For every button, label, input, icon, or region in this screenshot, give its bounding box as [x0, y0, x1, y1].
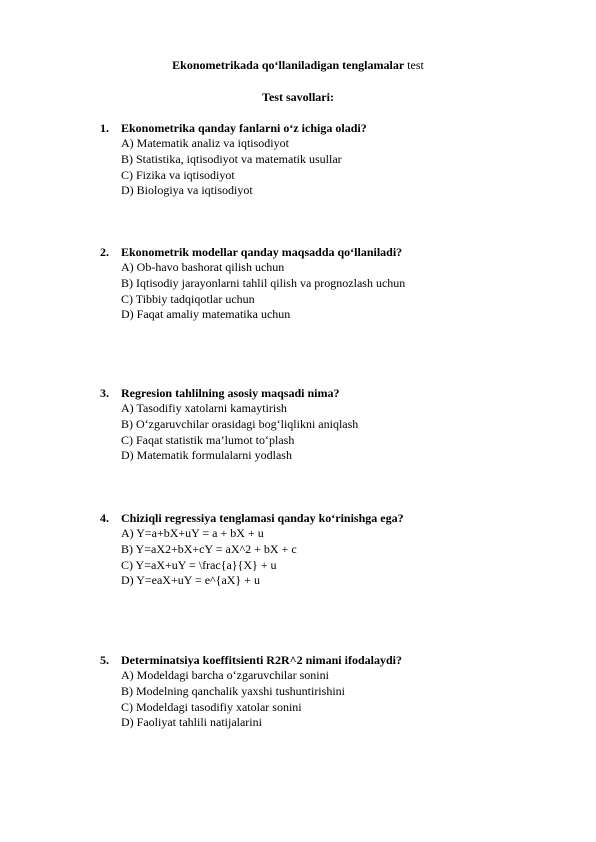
- question-1: [100, 120, 570, 199]
- question-3: [100, 385, 570, 464]
- question-text: Regresion tahlilning asosiy maqsadi nima?: [121, 386, 340, 400]
- question-number: 4.: [100, 511, 109, 525]
- answer-option-b: B) Y=aX2+bX+cY = aX^2 + bX + c: [121, 541, 297, 556]
- question-number: 3.: [100, 386, 109, 400]
- document-title: [0, 57, 596, 73]
- answer-option-b: B) Iqtisodiy jarayonlarni tahlil qilish va prognozlash uchun: [121, 275, 406, 290]
- question-header: [100, 244, 570, 260]
- answer-option-d: D) Biologiya va iqtisodiyot: [121, 183, 253, 198]
- question-number: 5.: [100, 653, 109, 667]
- answer-option-d: D) Y=eaX+uY = e^{aX} + u: [121, 573, 260, 588]
- question-text: Chiziqli regressiya tenglamasi qanday ko‘rinishga ega?: [121, 511, 404, 525]
- question-text: Ekonometrika qanday fanlarni o‘z ichiga oladi?: [121, 121, 367, 135]
- document-title-bold: Ekonometrikada qo‘llaniladigan tenglamalar: [172, 58, 405, 72]
- answer-option-a: A) Matematik analiz va iqtisodiyot: [121, 136, 289, 150]
- question-text: Determinatsiya koeffitsienti R2R^2 nimani ifodalaydi?: [121, 653, 402, 667]
- question-header: [100, 652, 570, 668]
- answer-option-d: D) Faoliyat tahlili natijalarini: [121, 715, 262, 730]
- answer-option-b: B) Modelning qanchalik yaxshi tushuntirishini: [121, 683, 345, 698]
- question-header: [100, 510, 570, 526]
- answer-option-d: D) Matematik formulalarni yodlash: [121, 448, 292, 463]
- answer-option-c: C) Faqat statistik ma’lumot to‘plash: [121, 432, 295, 447]
- answer-option-a: A) Y=a+bX+uY = a + bX + u: [121, 526, 264, 540]
- answer-option-b: B) O‘zgaruvchilar orasidagi bog‘liqlikni aniqlash: [121, 416, 359, 431]
- question-5: [100, 652, 570, 731]
- question-header: [100, 385, 570, 401]
- document-title-suffix: test: [404, 58, 424, 72]
- answer-option-a: A) Ob-havo bashorat qilish uchun: [121, 260, 285, 274]
- question-4: [100, 510, 570, 589]
- question-number: 1.: [100, 121, 109, 135]
- answer-option-a: A) Tasodifiy xatolarni kamaytirish: [121, 401, 287, 415]
- answer-option-b: B) Statistika, iqtisodiyot va matematik usullar: [121, 151, 342, 166]
- answer-option-a: A) Modeldagi barcha o‘zgaruvchilar sonini: [121, 668, 329, 682]
- answer-option-c: C) Y=aX+uY = \frac{a}{X} + u: [121, 557, 277, 572]
- question-2: [100, 244, 570, 323]
- document-subtitle: Test savollari:: [262, 90, 334, 104]
- answer-option-c: C) Tibbiy tadqiqotlar uchun: [121, 291, 255, 306]
- answer-option-c: C) Modeldagi tasodifiy xatolar sonini: [121, 699, 302, 714]
- question-number: 2.: [100, 245, 109, 259]
- question-text: Ekonometrik modellar qanday maqsadda qo‘llaniladi?: [121, 245, 403, 259]
- question-header: [100, 120, 570, 136]
- answer-option-d: D) Faqat amaliy matematika uchun: [121, 307, 291, 322]
- answer-option-c: C) Fizika va iqtisodiyot: [121, 167, 235, 182]
